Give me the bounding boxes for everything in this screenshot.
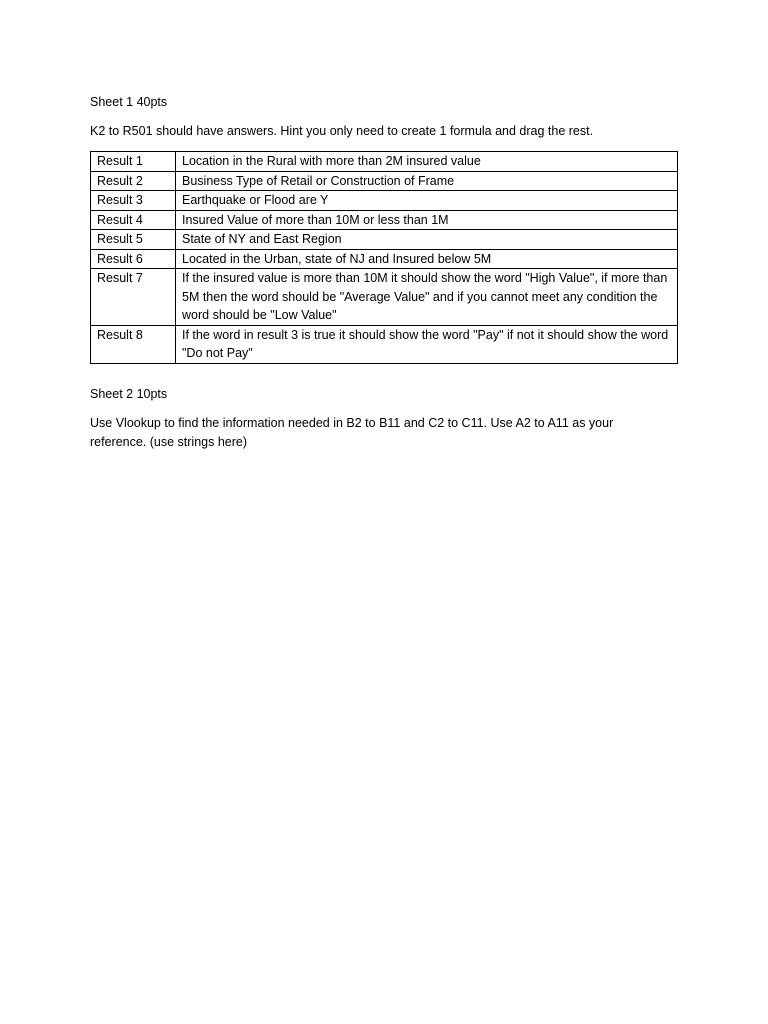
table-row — [91, 325, 678, 363]
sheet2-body: Use Vlookup to find the information needed in B2 to B11 and C2 to C11. Use A2 to A11 as your reference. (use strings here) — [90, 416, 614, 449]
result-description: If the word in result 3 is true it should show the word "Pay" if not it should show the word "Do not Pay" — [176, 325, 678, 363]
table-row — [91, 269, 678, 326]
table-row — [91, 230, 678, 250]
table-row — [91, 249, 678, 269]
result-description: Insured Value of more than 10M or less than 1M — [176, 210, 678, 230]
results-table — [90, 151, 678, 364]
sheet1-hint: K2 to R501 should have answers. Hint you only need to create 1 formula and drag the rest. — [90, 124, 594, 138]
result-label: Result 5 — [91, 230, 176, 250]
result-label: Result 7 — [91, 269, 176, 326]
result-description: Location in the Rural with more than 2M insured value — [176, 152, 678, 172]
table-row — [91, 210, 678, 230]
result-description: Located in the Urban, state of NJ and Insured below 5M — [176, 249, 678, 269]
table-row — [91, 171, 678, 191]
result-label: Result 6 — [91, 249, 176, 269]
sheet2-heading: Sheet 2 10pts — [90, 387, 168, 401]
result-description: Business Type of Retail or Construction of Frame — [176, 171, 678, 191]
result-description: If the insured value is more than 10M it should show the word "High Value", if more than 5M then the word should be "Average Value" and if you cannot meet any condition the word should be "Low Value" — [176, 269, 678, 326]
table-row — [91, 152, 678, 172]
result-label: Result 8 — [91, 325, 176, 363]
result-label: Result 3 — [91, 191, 176, 211]
result-label: Result 2 — [91, 171, 176, 191]
sheet1-heading: Sheet 1 40pts — [90, 95, 168, 109]
table-row — [91, 191, 678, 211]
result-description: Earthquake or Flood are Y — [176, 191, 678, 211]
result-description: State of NY and East Region — [176, 230, 678, 250]
result-label: Result 4 — [91, 210, 176, 230]
result-label: Result 1 — [91, 152, 176, 172]
